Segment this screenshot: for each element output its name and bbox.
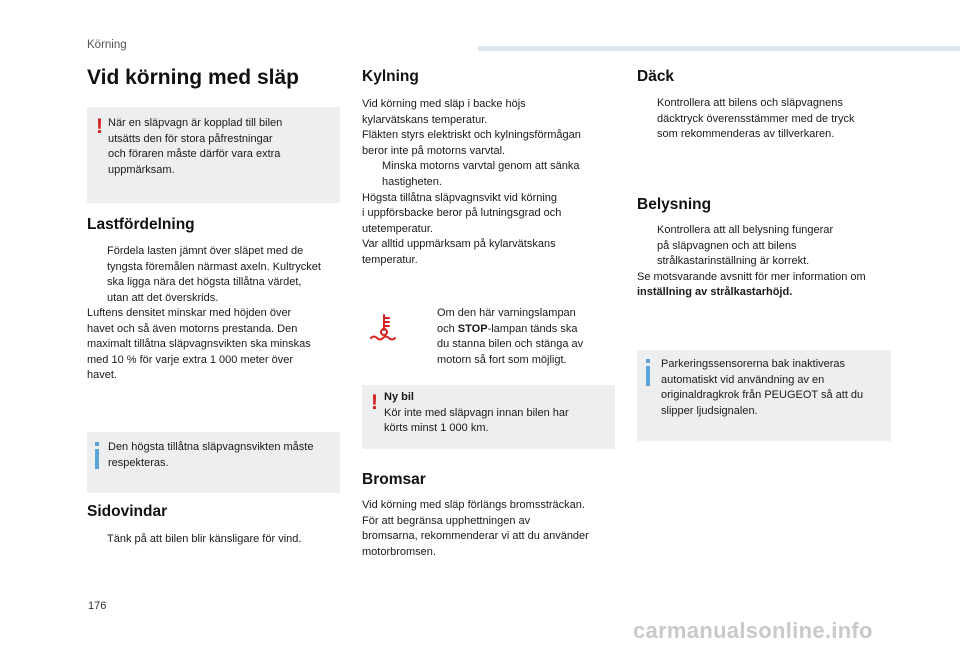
bullet-icon	[417, 306, 437, 368]
lastfordelning-paragraph: Luftens densitet minskar med höjden över havet och så även motorns prestanda. Den maximalt tillåtna släpvagnsvikten ska minskas med 10 % för varje extra 1 000 meter över havet.	[87, 307, 311, 382]
bullet-icon	[362, 159, 382, 190]
bullet-icon	[87, 532, 107, 548]
kylning-text: Vid körning med släp i backe höjs kylarvätskans temperatur. Fläkten styrs elektriskt och kylningsförmågan beror inte på motorns varvtal. Minska motorns varvtal genom att sänka hastigheten. Högsta tillåtna släpvagnsvikt vid körning i uppförsbacke beror på lutningsgrad och utetemperatur. Var alltid uppmärksam på kylarvätskans temperatur.	[362, 98, 581, 266]
bromsar-text: Vid körning med släp förlängs bromssträckan. För att begränsa upphettningen av bromsarna, rekommenderar vi att du använder motorbromsen.	[362, 499, 589, 558]
sidovindar-bullet: Tänk på att bilen blir känsligare för vind.	[87, 532, 347, 548]
lamp-instruction: Om den här varningslampan och STOP-lampan tänds ska du stanna bilen och stänga av motorn så fort som möjligt.	[417, 306, 617, 368]
page-title: Vid körning med släp	[87, 66, 299, 89]
info-box-parking: Parkeringssensorerna bak inaktiveras automatiskt vid användning av en originaldragkrok från PEUGEOT så att du slipper ljudsignalen.	[637, 350, 891, 441]
bullet-icon	[637, 223, 657, 270]
heading-lastfordelning: Lastfördelning	[87, 216, 195, 233]
info-icon	[95, 442, 99, 446]
bullet-icon	[637, 96, 657, 143]
heading-bromsar: Bromsar	[362, 471, 426, 488]
section-label: Körning	[87, 39, 127, 51]
page-number: 176	[88, 600, 107, 612]
bullet-icon	[87, 244, 107, 306]
header-bar	[478, 46, 960, 51]
info-box-weight: Den högsta tillåtna släpvagnsvikten måste respekteras.	[87, 432, 340, 493]
info-icon	[646, 359, 650, 363]
heading-sidovindar: Sidovindar	[87, 503, 168, 520]
belysning-text: Kontrollera att all belysning fungerar på släpvagnen och att bilens strålkastarinställning är korrekt. Se motsvarande avsnitt för mer information om inställning av strålkastarhöjd.	[637, 224, 866, 299]
warning-text: När en släpvagn är kopplad till bilen utsätts den för stora påfrestningar och föraren måste därför vara extra uppmärksam.	[108, 117, 283, 176]
warning-icon: !	[371, 391, 378, 414]
new-car-title: Ny bil	[384, 391, 414, 403]
warning-box	[87, 107, 340, 203]
new-car-warning-box: ! Ny bil Kör inte med släpvagn innan bilen har körts minst 1 000 km.	[362, 385, 615, 449]
dack-bullet: Kontrollera att bilens och släpvagnens däcktryck överensstämmer med de tryck som rekommenderas av tillverkaren.	[637, 96, 897, 143]
heading-dack: Däck	[637, 68, 675, 85]
coolant-temperature-warning-icon	[368, 313, 400, 343]
lastfordelning-bullet: Fördela lasten jämnt över släpet med de tyngsta föremålen närmast axeln. Kultrycket ska ligga nära det högsta tillåtna värdet, utan att det överskrids.	[87, 244, 347, 306]
heading-belysning: Belysning	[637, 196, 712, 213]
heading-kylning: Kylning	[362, 68, 419, 85]
warning-icon: !	[96, 115, 103, 138]
watermark: carmanualsonline.info	[633, 618, 873, 643]
